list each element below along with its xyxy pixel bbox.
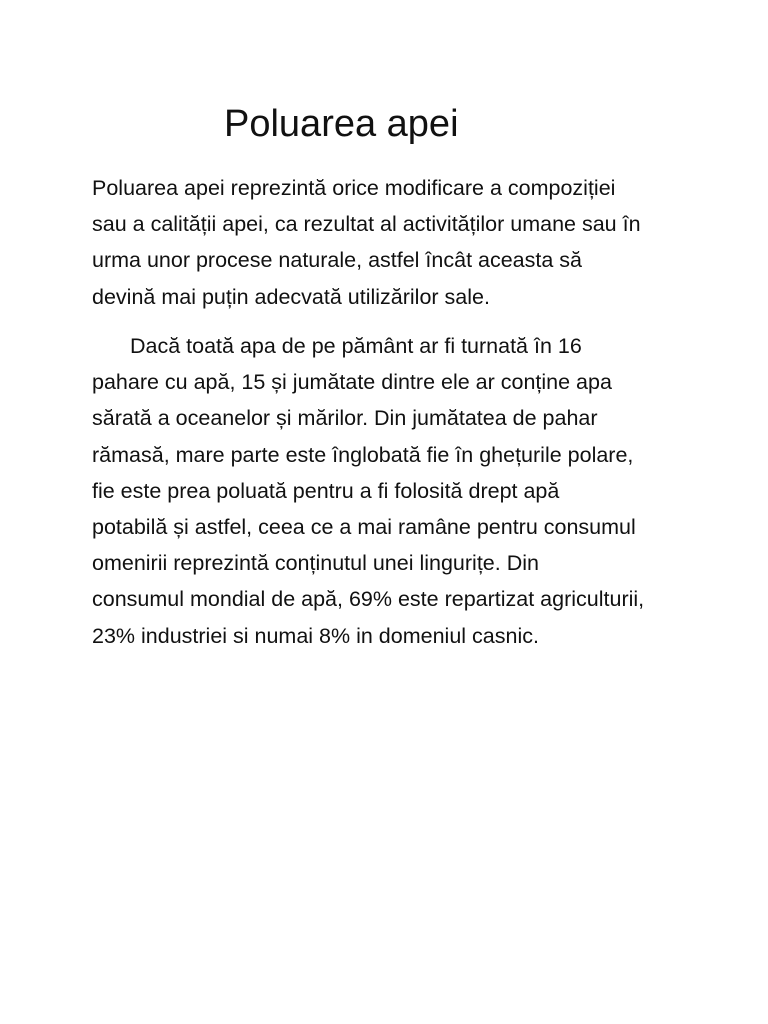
paragraph-line: consumul mondial de apă, 69% este repartizat agriculturii, [92,587,645,612]
paragraph-line: Poluarea apei reprezintă orice modificare a compoziției [92,176,616,200]
paragraph-line: rămasă, mare parte este înglobată fie în ghețurile polare, [92,442,634,467]
paragraph-line: pahare cu apă, 15 și jumătate dintre ele ar conține apa [92,370,612,395]
paragraph-line: sărată a oceanelor și mărilor. Din jumătatea de pahar [92,406,598,431]
paragraph-line: urma unor procese naturale, astfel încât aceasta să [92,248,582,273]
paragraph-line: sau a calității apei, ca rezultat al activităților umane sau în [92,212,641,237]
page-title: Poluarea apei [224,103,459,145]
paragraph-line: potabilă și astfel, ceea ce a mai ramâne pentru consumul [92,515,636,540]
paragraph-line: fie este prea poluată pentru a fi folosită drept apă [92,478,560,503]
paragraph-line: 23% industriei si numai 8% in domeniul casnic. [92,623,539,648]
paragraph-1 [92,170,692,315]
paragraph-line: Dacă toată apa de pe pământ ar fi turnată în 16 [130,334,582,358]
paragraph-line: omenirii reprezintă conținutul unei lingurițe. Din [92,551,539,576]
paragraph-2 [92,328,692,654]
paragraph-line: devină mai puțin adecvată utilizărilor sale. [92,284,490,309]
